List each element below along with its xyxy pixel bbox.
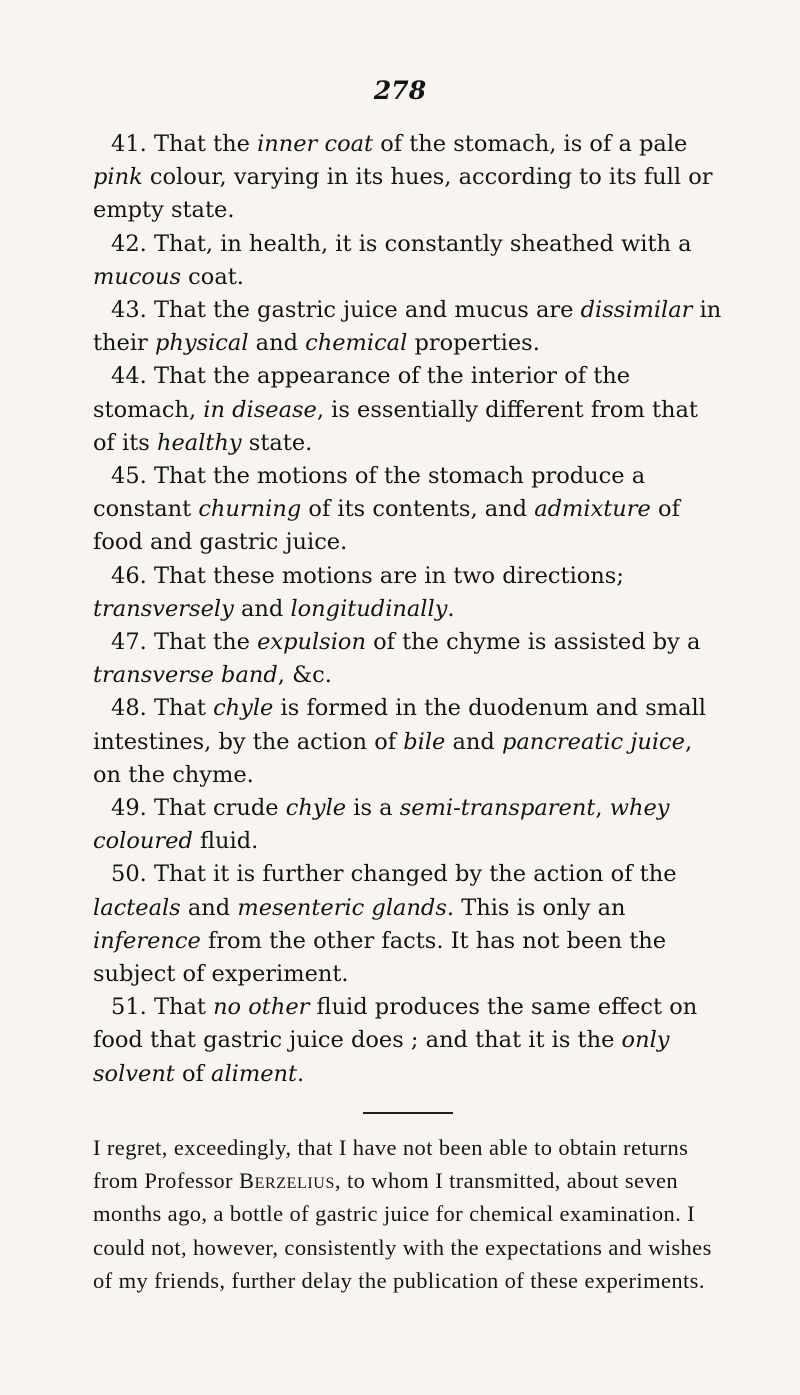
text: That crude — [153, 795, 286, 822]
emphasis: admixture — [534, 496, 651, 523]
emphasis: chyle — [285, 795, 347, 822]
person-name: Berzelius — [238, 1168, 335, 1194]
text: That the motions of the stomach produce a constant — [93, 463, 646, 523]
item-number: 47. — [111, 629, 147, 656]
text: That the appearance of the interior of the stomach, — [93, 363, 631, 423]
item-43 — [93, 294, 723, 360]
emphasis: bile — [403, 728, 446, 755]
text: That these motions are in two directions; — [153, 562, 624, 589]
emphasis: in disease — [203, 396, 317, 423]
emphasis: inner coat — [257, 131, 374, 157]
emphasis: only solvent — [93, 1027, 670, 1087]
text: , &c. — [277, 662, 332, 689]
text-block — [93, 128, 723, 1297]
text: state. — [241, 429, 313, 456]
text: That the — [153, 629, 258, 656]
emphasis: dissimilar — [580, 297, 693, 324]
emphasis: inference — [93, 927, 201, 954]
emphasis: pancreatic juice — [501, 728, 685, 755]
emphasis: aliment — [211, 1060, 298, 1087]
item-number: 43. — [111, 297, 147, 324]
text: colour, varying in its hues, according to its full or empty state. — [93, 164, 713, 224]
text: of food and gastric juice. — [93, 496, 680, 556]
text: is formed in the duodenum and small intestines, by the action of — [93, 695, 706, 755]
text: and — [248, 330, 306, 357]
item-44 — [93, 360, 723, 460]
text: in their — [93, 297, 722, 357]
item-number: 50. — [111, 861, 147, 888]
emphasis: lacteals — [93, 894, 181, 921]
item-49 — [93, 792, 723, 858]
text: That the gastric juice and mucus are — [153, 297, 581, 324]
item-48 — [93, 692, 723, 792]
section-divider — [363, 1112, 453, 1114]
emphasis: physical — [154, 330, 249, 357]
emphasis: no other — [213, 994, 310, 1021]
text: , — [595, 795, 610, 822]
emphasis: pink — [93, 164, 143, 191]
text: from the other facts. It has not been the subject of experiment. — [93, 927, 667, 988]
text: That — [153, 994, 214, 1021]
text: That the — [153, 131, 258, 157]
text: properties. — [407, 330, 540, 357]
item-46 — [93, 560, 723, 626]
text: and — [445, 728, 502, 755]
page-number: 278 — [373, 76, 427, 105]
item-number: 42. — [111, 230, 147, 257]
emphasis: chemical — [305, 330, 408, 357]
item-number: 41. — [111, 131, 147, 157]
item-51 — [93, 991, 723, 1091]
item-47 — [93, 626, 723, 692]
text: I regret, exceedingly, that I have not been able to obtain returns from Professor — [93, 1134, 689, 1194]
emphasis: whey coloured — [93, 795, 670, 855]
item-42 — [93, 228, 723, 294]
text: coat. — [181, 263, 244, 290]
text: , on the chyme. — [93, 728, 693, 788]
item-50 — [93, 858, 723, 991]
emphasis: semi-transparent — [399, 795, 596, 822]
text: of — [174, 1060, 212, 1087]
emphasis: churning — [198, 496, 302, 523]
text: . This is only an — [446, 894, 626, 921]
text: , is essentially different from that of its — [93, 396, 698, 456]
item-number: 51. — [111, 994, 147, 1021]
emphasis: chyle — [213, 695, 274, 722]
item-number: 44. — [111, 363, 147, 390]
emphasis: healthy — [156, 429, 242, 456]
emphasis: transversely — [93, 595, 234, 622]
text: fluid produces the same effect on food that gastric juice does ; and that it is the — [93, 994, 698, 1054]
closing-paragraph — [93, 1131, 723, 1297]
text: That it is further changed by the action of the — [153, 861, 677, 888]
text: of the stomach, is of a pale — [373, 131, 688, 157]
item-number: 46. — [111, 562, 147, 589]
text: . — [447, 595, 455, 622]
emphasis: longitudinally — [290, 595, 448, 622]
emphasis: mucous — [93, 263, 182, 290]
item-45 — [93, 460, 723, 560]
text: of its contents, and — [301, 496, 535, 523]
text: fluid. — [192, 828, 259, 855]
item-number: 49. — [111, 795, 147, 822]
text: is a — [346, 795, 400, 822]
emphasis: transverse band — [93, 662, 278, 689]
item-41 — [93, 128, 723, 228]
text: That — [153, 695, 214, 722]
text: of the chyme is assisted by a — [365, 629, 701, 656]
text: , to whom I transmitted, about seven months ago, a bottle of gastric juice for chemical examination. I could not, however, consistently with the expectations and wishes of my friends, further delay the publication of these experiments. — [93, 1168, 712, 1294]
emphasis: mesenteric glands — [237, 894, 447, 921]
text: That, in health, it is constantly sheathed with a — [153, 230, 692, 257]
item-number: 45. — [111, 463, 147, 490]
emphasis: expulsion — [257, 629, 366, 656]
text: . — [297, 1060, 305, 1087]
item-number: 48. — [111, 695, 147, 722]
text: and — [233, 595, 291, 622]
text: and — [180, 894, 238, 921]
